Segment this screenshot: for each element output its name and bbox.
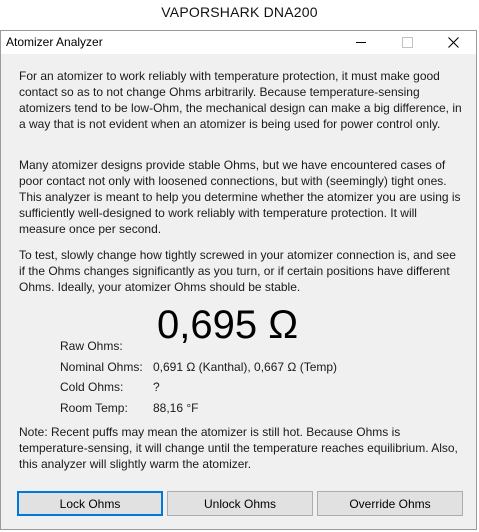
atomizer-analyzer-window [0,30,477,530]
nominal-ohms-value: 0,691 Ω (Kanthal), 0,667 Ω (Temp) [153,360,338,374]
note-paragraph: Note: Recent puffs may mean the atomizer is still hot. Because Ohms is temperature-sensing, it will change until the temperature reaches equilibrium. Also, this analyzer will slightly warm the atomizer. [19,425,458,471]
cold-ohms-label: Cold Ohms: [60,380,124,394]
page-title: VAPORSHARK DNA200 [161,4,318,20]
cold-ohms-value: ? [153,380,160,394]
instructions-paragraph: To test, slowly change how tightly screwed in your atomizer connection is, and see if the Ohms changes significantly as you turn, or if certain positions have different Ohms. Ideally, your atomizer Ohms should be stable. [19,248,456,294]
lock-ohms-button[interactable]: Lock Ohms [17,491,163,516]
designs-paragraph: Many atomizer designs provide stable Ohms, but we have encountered cases of poor contact not only with loosened connections, but with (seemingly) tight ones. This analyzer is meant to help you determine whether the atomizer you are using is sufficiently well-designed to work reliably with temperature protection. It will measure once per second. [19,158,461,236]
unlock-ohms-button[interactable]: Unlock Ohms [167,491,313,516]
minimize-button[interactable] [338,31,384,54]
minimize-icon [356,42,366,43]
room-temp-label: Room Temp: [60,401,128,415]
nominal-ohms-label: Nominal Ohms: [60,360,143,374]
window-title: Atomizer Analyzer [6,35,103,49]
override-ohms-button[interactable]: Override Ohms [317,491,463,516]
window-titlebar[interactable] [1,31,476,54]
maximize-icon [402,37,413,48]
dialog-content [1,54,476,529]
maximize-button[interactable] [384,31,430,54]
close-icon [448,37,459,48]
raw-ohms-value: 0,695 Ω [157,303,299,347]
room-temp-value: 88,16 °F [153,401,199,415]
close-button[interactable] [430,31,476,54]
intro-paragraph: For an atomizer to work reliably with temperature protection, it must make good contact so as to not change Ohms arbitrarily. Because temperature-sensing atomizers tend to be low-Ohm, the mechanical design can make a big difference, in a way that is not evident when an atomizer is being used for power control only. [19,69,462,131]
raw-ohms-label: Raw Ohms: [60,339,123,353]
